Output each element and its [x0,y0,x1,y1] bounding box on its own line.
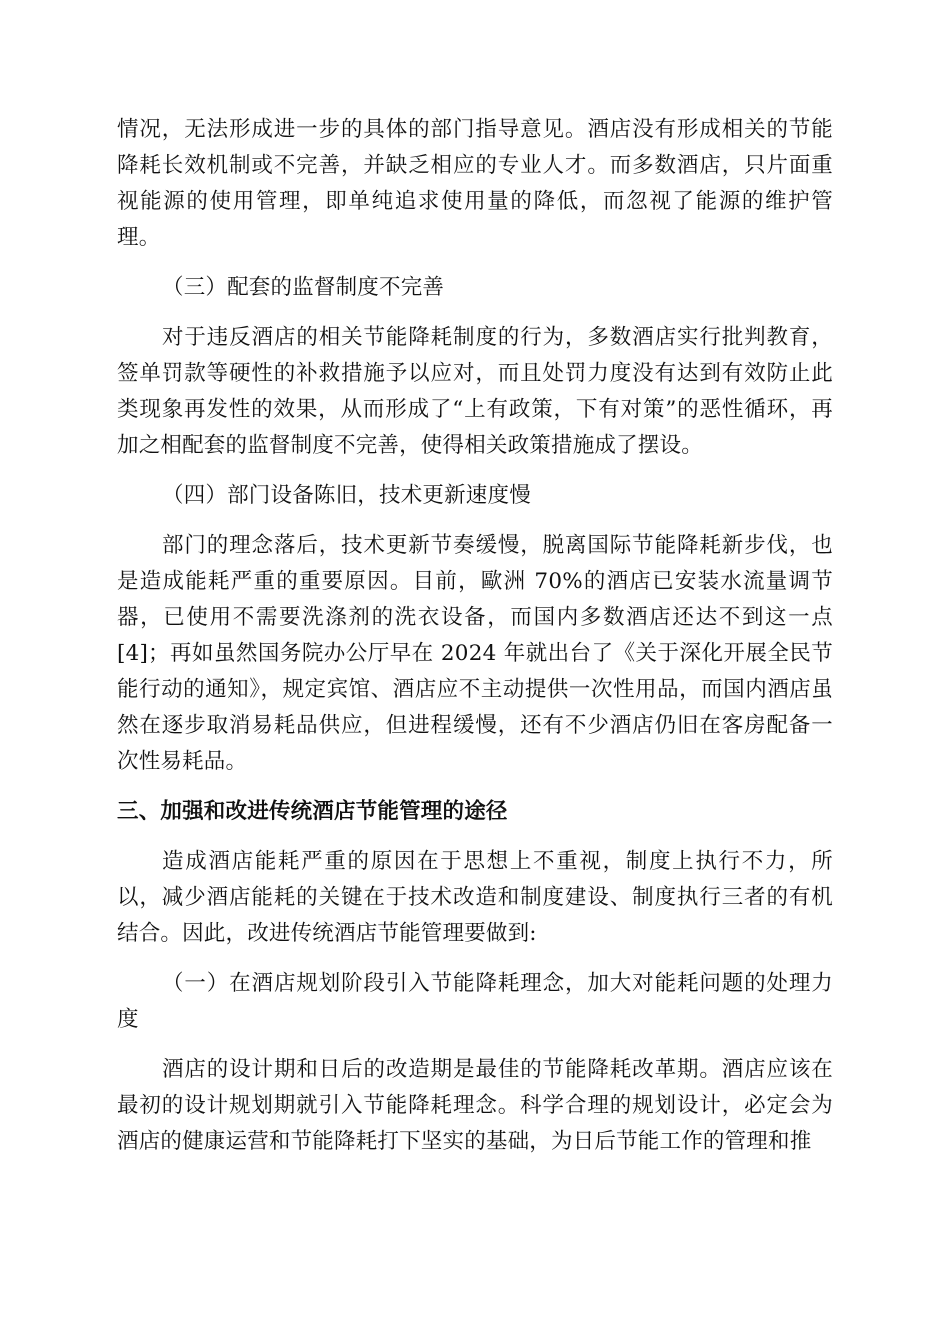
document-page [117,112,833,1160]
section-heading-3: 三、加强和改进传统酒店节能管理的途径 [117,799,508,824]
paragraph-design-period: 酒店的设计期和日后的改造期是最佳的节能降耗改革期。酒店应该在最初的设计规划期就引入节能降耗理念。科学合理的规划设计，必定会为酒店的健康运营和节能降耗打下坚实的基础，为日后节能工作的管理和推 [117,1057,833,1154]
subheading-4: （四）部门设备陈旧，技术更新速度慢 [162,483,531,508]
paragraph-continuation: 情况，无法形成进一步的具体的部门指导意见。酒店没有形成相关的节能降耗长效机制或不完善，并缺乏相应的专业人才。而多数酒店，只片面重视能源的使用管理，即单纯追求使用量的降低，而忽视了能源的维护管理。 [117,117,833,250]
subheading-3: （三）配套的监督制度不完善 [162,275,445,300]
paragraph-equipment: 部门的理念落后，技术更新节奏缓慢，脱离国际节能降耗新步伐，也是造成能耗严重的重要原因。目前，歐洲 70%的酒店已安装水流量调节器，已使用不需要洗涤剂的洗衣设备，而国内多数酒店还达不到这一点[4]；再如虽然国务院办公厅早在 2024 年就出台了《关于深化开展全民节能行动的通知》，规定宾馆、酒店应不主动提供一次性用品，而国内酒店虽然在逐步取消易耗品供应，但进程缓慢，还有不少酒店仍旧在客房配备一次性易耗品。 [117,533,833,774]
paragraph-supervision: 对于违反酒店的相关节能降耗制度的行为，多数酒店实行批判教育，签单罚款等硬性的补救措施予以应对，而且处罚力度没有达到有效防止此类现象再发性的效果，从而形成了“上有政策，下有对策”的恶性循环，再加之相配套的监督制度不完善，使得相关政策措施成了摆设。 [117,325,833,458]
paragraph-causes: 造成酒店能耗严重的原因在于思想上不重视，制度上执行不力，所以，减少酒店能耗的关键在于技术改造和制度建设、制度执行三者的有机结合。因此，改进传统酒店节能管理要做到: [117,849,833,946]
subheading-1: （一）在酒店规划阶段引入节能降耗理念，加大对能耗问题的处理力度 [117,971,833,1032]
